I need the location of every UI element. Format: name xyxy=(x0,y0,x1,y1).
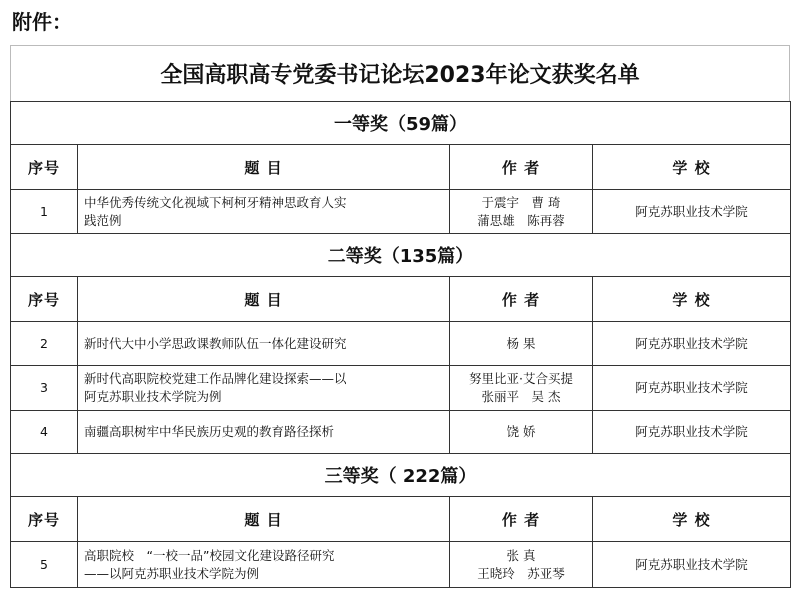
cell-title xyxy=(78,190,450,234)
author-line: 蒲思雄 陈再蓉 xyxy=(477,212,565,228)
title-line: 践范例 xyxy=(84,212,122,228)
table-row xyxy=(11,322,791,366)
header-school: 学 校 xyxy=(593,145,791,190)
cell-school: 阿克苏职业技术学院 xyxy=(593,411,791,454)
awards-table xyxy=(10,101,791,588)
title-line: 南疆高职树牢中华民族历史观的教育路径探析 xyxy=(84,424,335,439)
cell-author xyxy=(450,542,593,588)
author-line: 努里比亚·艾合买提 xyxy=(469,371,573,386)
header-author: 作 者 xyxy=(450,277,593,322)
cell-school: 阿克苏职业技术学院 xyxy=(593,190,791,234)
cell-no: 2 xyxy=(11,322,78,366)
section-heading-first-prize xyxy=(11,102,791,145)
author-line: 张丽平 吴 杰 xyxy=(481,389,561,404)
header-school: 学 校 xyxy=(593,277,791,322)
section-heading-third-prize xyxy=(11,454,791,497)
cell-title xyxy=(78,366,450,411)
section-heading-second-prize xyxy=(11,234,791,277)
cell-school: 阿克苏职业技术学院 xyxy=(593,322,791,366)
table-row xyxy=(11,366,791,411)
author-line: 张 真 xyxy=(506,547,536,563)
table-row xyxy=(11,190,791,234)
header-no: 序号 xyxy=(11,145,78,190)
header-author: 作 者 xyxy=(450,145,593,190)
section-heading: 二等奖（135篇） xyxy=(11,234,791,277)
header-title: 题 目 xyxy=(78,277,450,322)
header-author: 作 者 xyxy=(450,497,593,542)
table-header-row xyxy=(11,145,791,190)
header-title: 题 目 xyxy=(78,145,450,190)
table-row xyxy=(11,542,791,588)
cell-title xyxy=(78,322,450,366)
cell-no: 3 xyxy=(11,366,78,411)
cell-author xyxy=(450,190,593,234)
header-title: 题 目 xyxy=(78,497,450,542)
cell-title xyxy=(78,411,450,454)
document-title: 全国高职高专党委书记论坛2023年论文获奖名单 xyxy=(10,45,790,101)
cell-author xyxy=(450,366,593,411)
author-line: 饶 娇 xyxy=(506,424,536,439)
section-heading: 三等奖（ 222篇） xyxy=(11,454,791,497)
cell-school: 阿克苏职业技术学院 xyxy=(593,366,791,411)
author-line: 杨 果 xyxy=(506,335,536,351)
attachment-label: 附件： xyxy=(12,10,72,34)
title-line: 新时代大中小学思政课教师队伍一体化建设研究 xyxy=(84,335,347,351)
cell-no: 5 xyxy=(11,542,78,588)
cell-no: 4 xyxy=(11,411,78,454)
author-line: 于震宇 曹 琦 xyxy=(481,194,561,210)
table-header-row xyxy=(11,497,791,542)
author-line: 王晓玲 苏亚琴 xyxy=(477,565,565,581)
header-school: 学 校 xyxy=(593,497,791,542)
title-line: 新时代高职院校党建工作品牌化建设探索——以 xyxy=(84,371,347,386)
header-no: 序号 xyxy=(11,497,78,542)
section-heading: 一等奖（59篇） xyxy=(11,102,791,145)
cell-school: 阿克苏职业技术学院 xyxy=(593,542,791,588)
table-header-row xyxy=(11,277,791,322)
cell-author xyxy=(450,411,593,454)
header-no: 序号 xyxy=(11,277,78,322)
table-row xyxy=(11,411,791,454)
title-line: ——以阿克苏职业技术学院为例 xyxy=(84,565,260,581)
cell-author xyxy=(450,322,593,366)
title-line: 中华优秀传统文化视域下柯柯牙精神思政育人实 xyxy=(84,194,347,210)
title-line: 高职院校 “一校一品”校园文化建设路径研究 xyxy=(84,547,335,563)
cell-no: 1 xyxy=(11,190,78,234)
cell-title xyxy=(78,542,450,588)
title-line: 阿克苏职业技术学院为例 xyxy=(84,389,222,404)
